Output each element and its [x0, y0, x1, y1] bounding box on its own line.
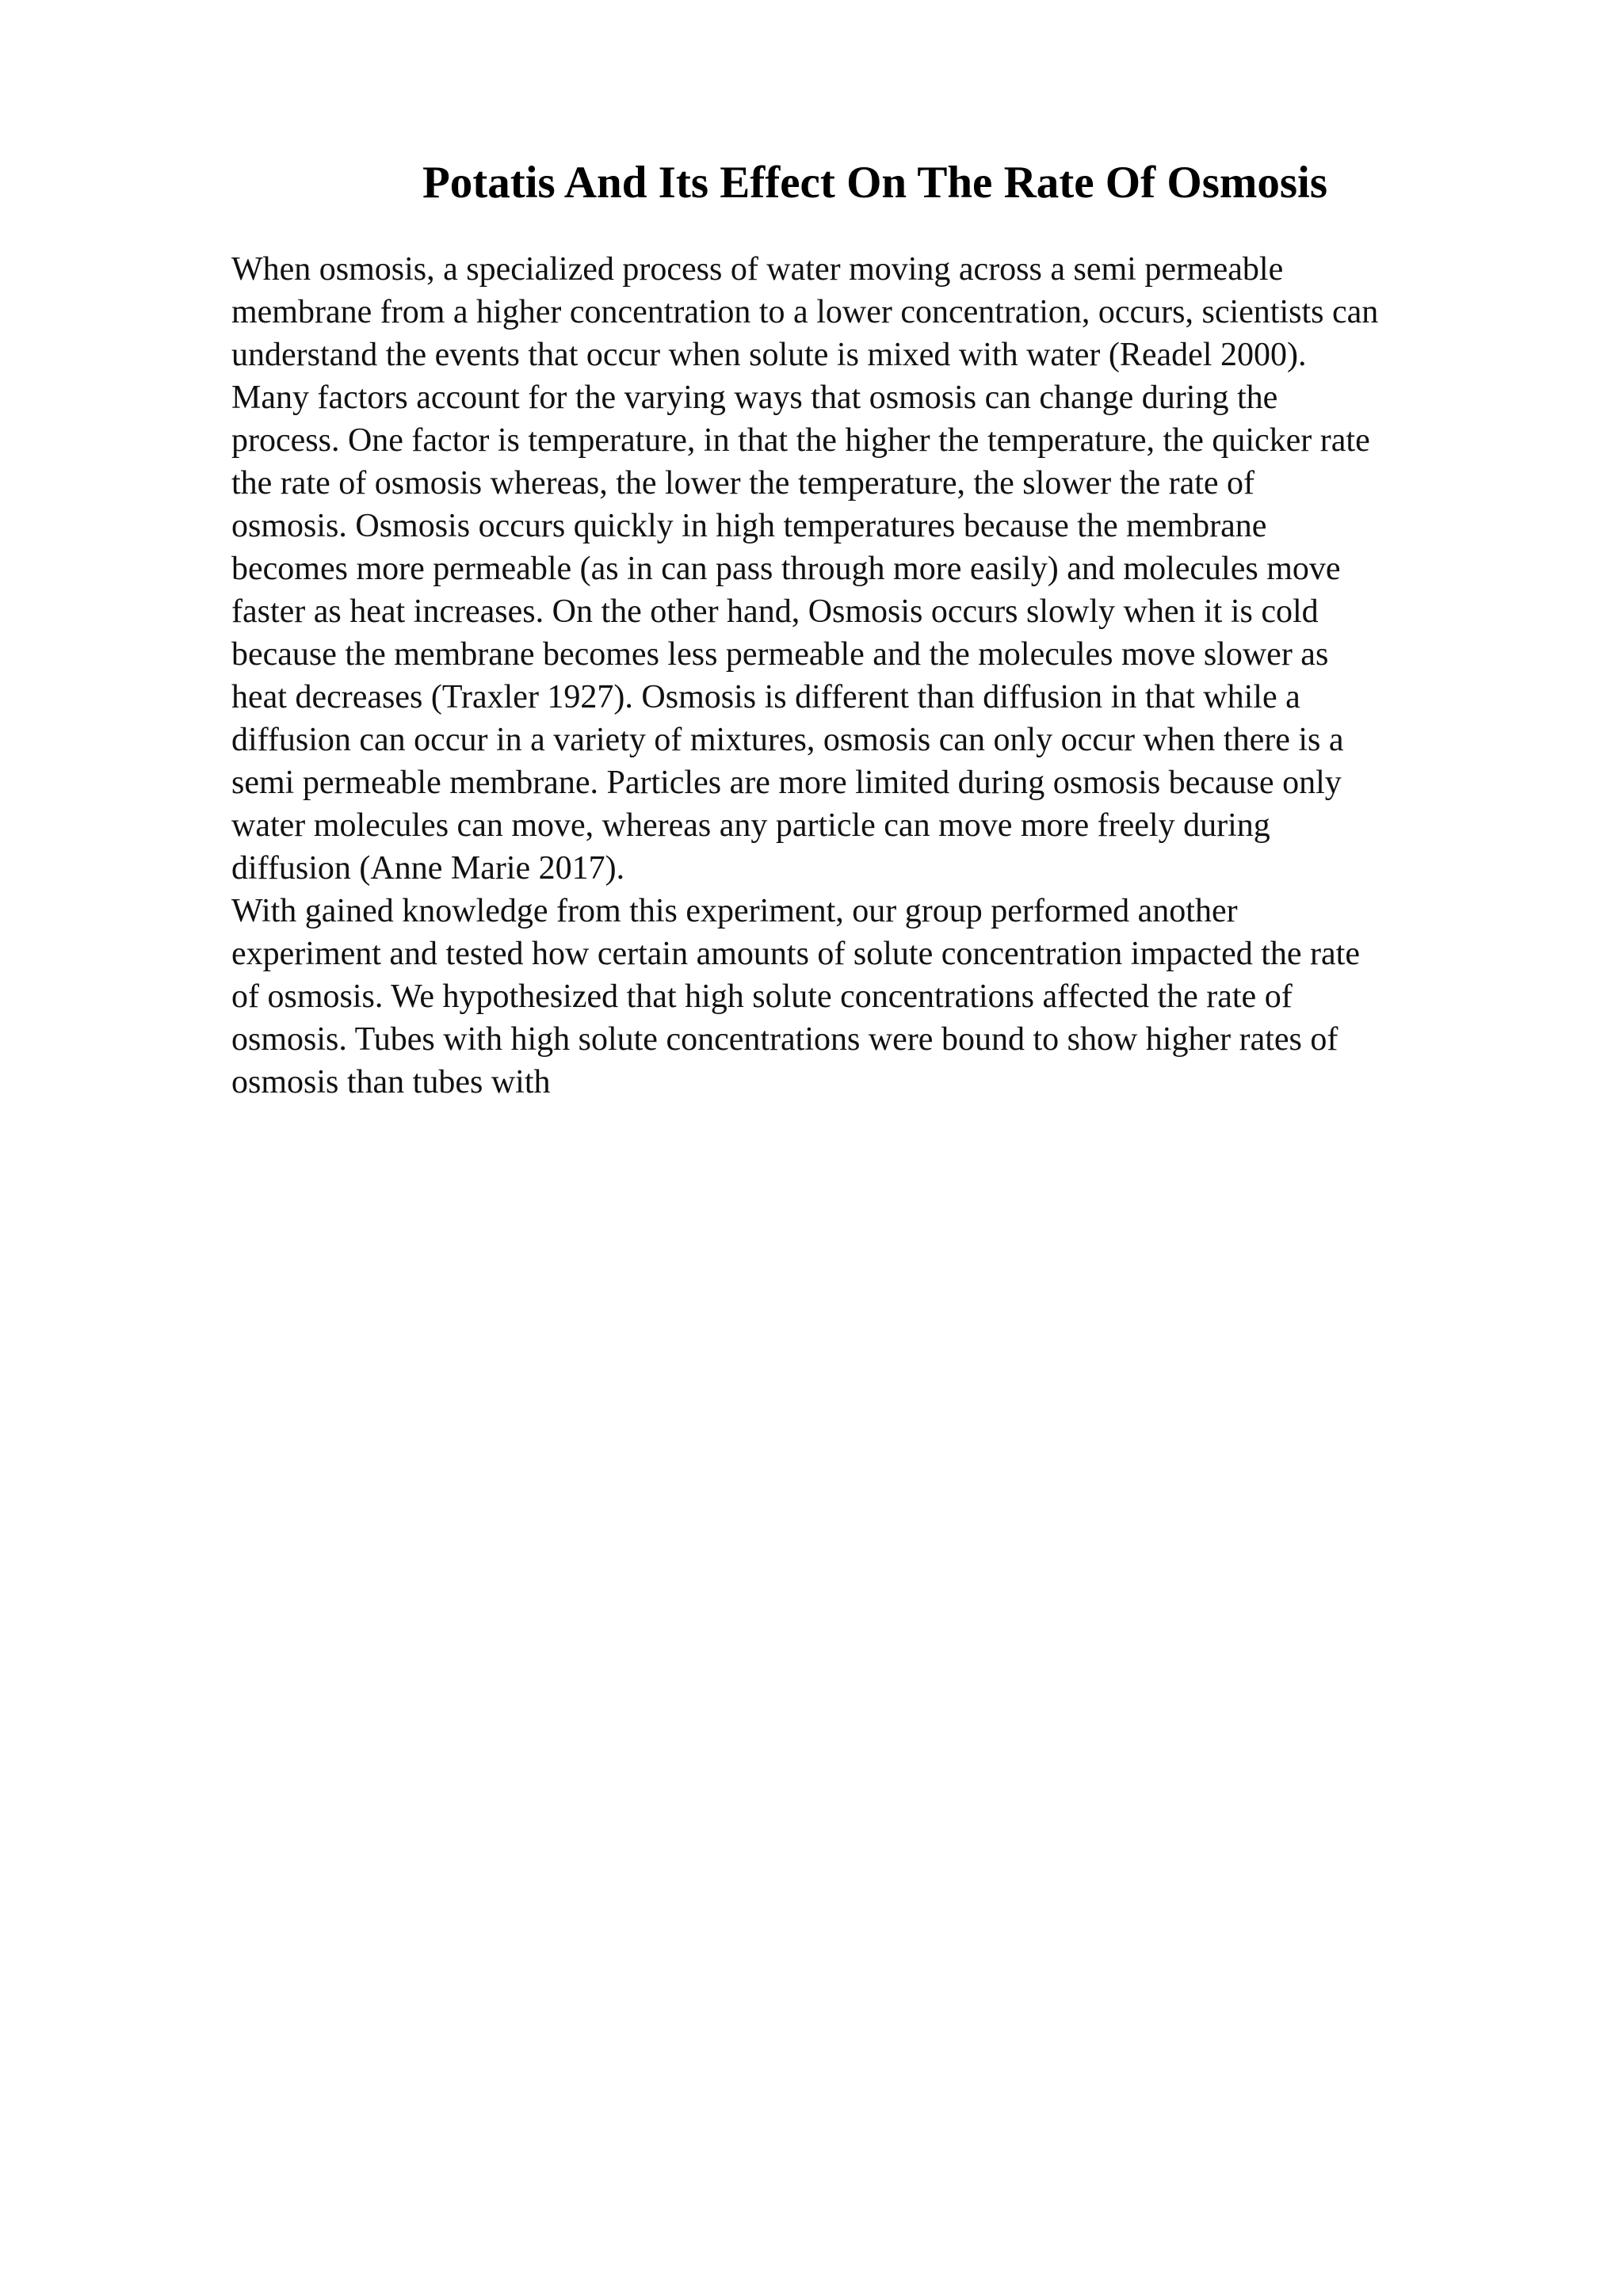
body-line: osmosis than tubes with [231, 1064, 551, 1100]
body-line: water molecules can move, whereas any particle can move more freely during [231, 807, 1270, 844]
body-line: diffusion (Anne Marie 2017). [231, 850, 625, 887]
body-line: faster as heat increases. On the other hand, Osmosis occurs slowly when it is cold [231, 593, 1319, 630]
body-line: membrane from a higher concentration to a lower concentration, occurs, scientists can [231, 294, 1379, 330]
body-line: becomes more permeable (as in can pass through more easily) and molecules move [231, 551, 1341, 587]
body-line: experiment and tested how certain amounts of solute concentration impacted the rate [231, 936, 1360, 972]
body-line: When osmosis, a specialized process of water moving across a semi permeable [231, 251, 1284, 288]
body-line: process. One factor is temperature, in that the higher the temperature, the quicker rate [231, 422, 1370, 459]
body-line: the rate of osmosis whereas, the lower the temperature, the slower the rate of [231, 465, 1255, 502]
body-line: semi permeable membrane. Particles are more limited during osmosis because only [231, 765, 1342, 801]
body-line: because the membrane becomes less permeable and the molecules move slower as [231, 636, 1329, 673]
body-line: of osmosis. We hypothesized that high solute concentrations affected the rate of [231, 978, 1293, 1015]
body-line: understand the events that occur when solute is mixed with water (Readel 2000). [231, 337, 1307, 373]
body-line: heat decreases (Traxler 1927). Osmosis is different than diffusion in that while a [231, 679, 1300, 715]
body-line: With gained knowledge from this experiment, our group performed another [231, 893, 1238, 929]
body-line: osmosis. Tubes with high solute concentrations were bound to show higher rates of [231, 1021, 1338, 1058]
body-line: osmosis. Osmosis occurs quickly in high temperatures because the membrane [231, 508, 1267, 544]
body-line: diffusion can occur in a variety of mixtures, osmosis can only occur when there is a [231, 722, 1344, 758]
document-body [231, 248, 1579, 1104]
body-line: Many factors account for the varying ways that osmosis can change during the [231, 379, 1278, 416]
document-title: Potatis And Its Effect On The Rate Of Osmosis [422, 158, 1328, 208]
